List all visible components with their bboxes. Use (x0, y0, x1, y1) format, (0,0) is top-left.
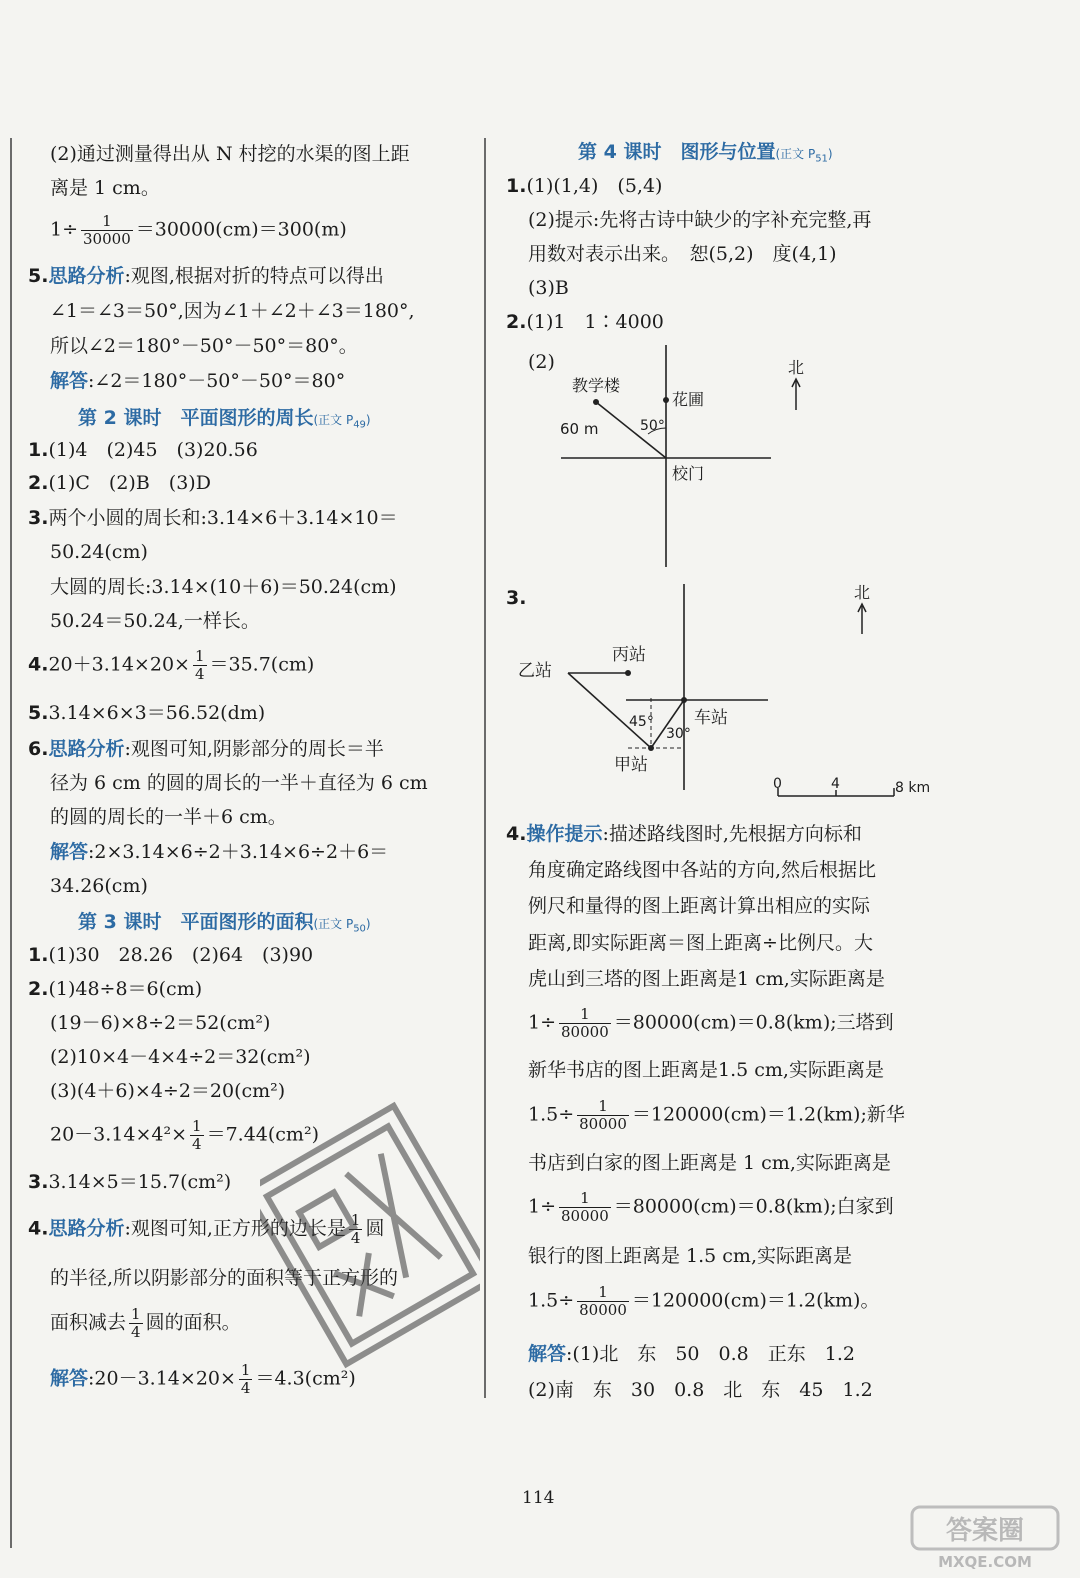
section-heading-lesson-2: 第 2 课时 平面图形的周长(正文 $P_{49}$) (78, 407, 371, 431)
answer-item: 2.(1)1 1∶4000 (506, 311, 664, 333)
watermark-url: MXQE.COM (938, 1553, 1032, 1570)
label-north: 北 (788, 358, 805, 377)
formula-line: 面积减去 $\frac{1}{4}$ 圆的面积。 (50, 1305, 241, 1341)
right-column (486, 0, 1080, 1578)
label-angle: 50° (640, 418, 665, 434)
answer-item: 3.两个小圆的周长和:3.14×6＋3.14×10＝ (28, 507, 398, 529)
label-jia-station: 甲站 (614, 755, 648, 775)
text-line: (2)10×4－4×4÷2＝32(cm²) (50, 1046, 311, 1068)
text-line: (3)B (528, 277, 569, 299)
label-gate: 校门 (672, 464, 705, 483)
section-heading-lesson-4: 第 4 课时 图形与位置(正文 $P_{51}$) (578, 141, 833, 165)
text-line: 50.24＝50.24,一样长。 (50, 610, 260, 632)
answer-item: 2.(1)48÷8＝6(cm) (28, 978, 203, 1000)
text-line: 例尺和量得的图上距离计算出相应的实际 (528, 895, 871, 917)
text-line: 角度确定路线图中各站的方向,然后根据比 (528, 859, 877, 881)
answer-item: 2.(1)C (2)B (3)D (28, 472, 211, 494)
formula-line: 20－3.14×4²× $\frac{1}{4}$ ＝7.44(cm²) (50, 1117, 319, 1153)
answer-item: 4.思路分析:观图可知,正方形的边长是 $\frac{1}{4}$ 圆 (28, 1211, 385, 1247)
answer-item: 3.3.14×5＝15.7(cm²) (28, 1171, 232, 1193)
station-route-diagram (516, 578, 956, 803)
formula-line: 1.5÷ $\frac{1}{80000}$ ＝120000(cm)＝1.2(km);新华 (528, 1097, 905, 1133)
text-line: 的半径,所以阴影部分的面积等于正方形的 (50, 1267, 399, 1289)
scale-8: 8 km (895, 780, 931, 796)
label-garden: 花圃 (672, 390, 705, 409)
site-watermark-logo (910, 1505, 1060, 1570)
label-distance: 60 m (560, 420, 599, 438)
text-line: 银行的图上距离是 1.5 cm,实际距离是 (528, 1245, 852, 1267)
formula-line: 1÷ $\frac{1}{80000}$ ＝80000(cm)＝0.8(km);白家到 (528, 1189, 894, 1225)
label-angle-30: 30° (666, 726, 691, 742)
label-bing-station: 丙站 (612, 645, 646, 665)
answer-item: 1.(1)(1,4) (5,4) (506, 175, 663, 197)
label-building: 教学楼 (572, 376, 621, 395)
answer-line: 解答:2×3.14×6÷2＋3.14×6÷2＋6＝ (50, 841, 389, 863)
answer-item: 1.(1)30 28.26 (2)64 (3)90 (28, 944, 314, 966)
answer-item: 3. (506, 587, 527, 609)
scale-4: 4 (831, 776, 840, 792)
text-line: 距离,即实际距离＝图上距离÷比例尺。大 (528, 932, 873, 954)
question-5: 5.思路分析:观图,根据对折的特点可以得出 (28, 265, 384, 287)
answer-item: 1.(1)4 (2)45 (3)20.56 (28, 439, 258, 461)
label-yi-station: 乙站 (518, 661, 552, 681)
fraction: $\frac{1}{30000}$ (83, 212, 131, 248)
answer-line: 解答:∠2＝180°－50°－50°＝80° (50, 370, 346, 392)
seal-stamp-watermark (260, 1090, 480, 1380)
text-line: (19－6)×8÷2＝52(cm²) (50, 1012, 271, 1034)
answer-item: 4.20＋3.14×20× $\frac{1}{4}$ ＝35.7(cm) (28, 647, 315, 683)
text-line: (3)(4＋6)×4÷2＝20(cm²) (50, 1080, 286, 1102)
answer-item: 5.3.14×6×3＝56.52(dm) (28, 702, 266, 724)
watermark-text: 答案圈 (945, 1516, 1025, 1546)
text-line: (2)通过测量得出从 N 村挖的水渠的图上距 (50, 143, 410, 165)
answer-item: 6.思路分析:观图可知,阴影部分的周长＝半 (28, 738, 384, 760)
text-line: 虎山到三塔的图上距离是1 cm,实际距离是 (528, 968, 885, 990)
text-line: 的圆的周长的一半＋6 cm。 (50, 806, 287, 828)
text-line: 径为 6 cm 的圆的周长的一半＋直径为 6 cm (50, 772, 428, 794)
formula-line: 1÷ $\frac{1}{30000}$ ＝30000(cm)＝300(m) (50, 212, 347, 248)
text-line: (2)南 东 30 0.8 北 东 45 1.2 (528, 1379, 873, 1401)
page-number: 114 (522, 1488, 555, 1508)
formula-line: 1.5÷ $\frac{1}{80000}$ ＝120000(cm)＝1.2(km)。 (528, 1283, 880, 1319)
text-line: 34.26(cm) (50, 875, 148, 897)
scale-0: 0 (773, 776, 782, 792)
label-north: 北 (854, 583, 871, 602)
text-line: 用数对表示出来。 恕(5,2) 度(4,1) (528, 243, 837, 265)
section-heading-lesson-3: 第 3 课时 平面图形的面积(正文 $P_{50}$) (78, 911, 371, 935)
text-line: (2)提示:先将古诗中缺少的字补充完整,再 (528, 209, 872, 231)
text-line: 新华书店的图上距离是1.5 cm,实际距离是 (528, 1059, 884, 1081)
label-angle-45: 45° (629, 714, 654, 730)
answer-line: 解答:(1)北 东 50 0.8 正东 1.2 (528, 1343, 855, 1365)
text-line: 书店到白家的图上距离是 1 cm,实际距离是 (528, 1152, 891, 1174)
answer-line: 解答:20－3.14×20× $\frac{1}{4}$ ＝4.3(cm²) (50, 1361, 356, 1397)
label-che-station: 车站 (694, 708, 728, 728)
school-location-diagram (556, 345, 816, 570)
text-line: 大圆的周长:3.14×(10＋6)＝50.24(cm) (50, 576, 397, 598)
formula-line: 1÷ $\frac{1}{80000}$ ＝80000(cm)＝0.8(km);三塔到 (528, 1005, 894, 1041)
answer-item: 4.操作提示:描述路线图时,先根据方向标和 (506, 823, 862, 845)
text-line: (2) (528, 351, 555, 373)
text-line: 离是 1 cm。 (50, 177, 160, 199)
text-line: 50.24(cm) (50, 541, 148, 563)
text-line: 所以∠2＝180°－50°－50°＝80°。 (50, 335, 358, 357)
text-line: ∠1＝∠3＝50°,因为∠1＋∠2＋∠3＝180°, (50, 300, 415, 322)
